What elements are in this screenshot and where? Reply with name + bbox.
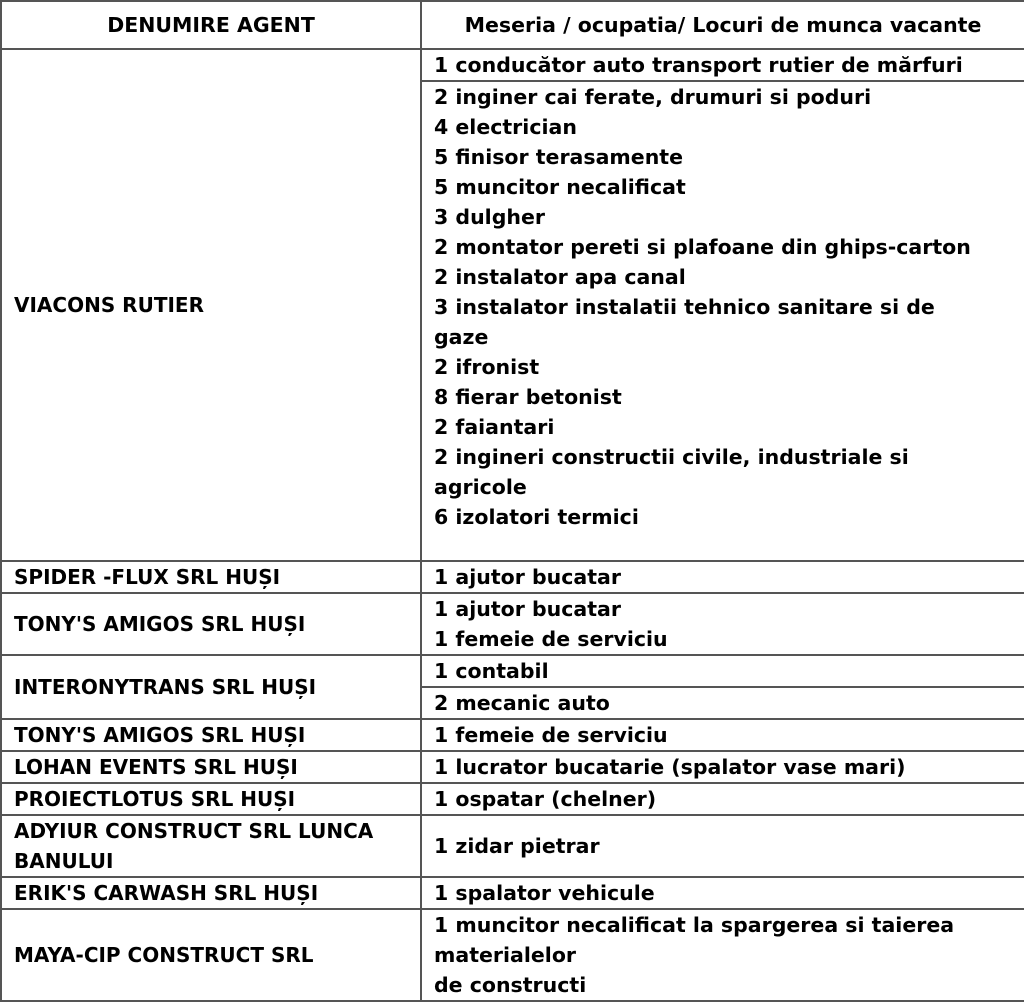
job-cell	[421, 719, 1024, 751]
job-cell	[421, 561, 1024, 593]
agent-name: PROIECTLOTUS SRL HUȘI	[1, 783, 421, 815]
table-row	[1, 719, 1024, 751]
job-line: 2 inginer cai ferate, drumuri si poduri	[434, 85, 872, 109]
job-line: agricole	[434, 475, 527, 499]
job-line: 5 muncitor necalificat	[434, 175, 686, 199]
job-line: 1 ospatar (chelner)	[434, 787, 657, 811]
job-line: 2 ifronist	[434, 355, 540, 379]
table-row	[1, 783, 1024, 815]
job-line: 2 faiantari	[434, 415, 555, 439]
job-cell	[421, 655, 1024, 687]
job-cell	[421, 783, 1024, 815]
agent-name: TONY'S AMIGOS SRL HUȘI	[1, 593, 421, 655]
job-line: 1 conducător auto transport rutier de mărfuri	[434, 53, 963, 77]
agent-name: SPIDER -FLUX SRL HUȘI	[1, 561, 421, 593]
job-line: de constructi	[434, 973, 587, 997]
job-line: 1 ajutor bucatar	[434, 597, 621, 621]
job-line: 1 zidar pietrar	[434, 834, 600, 858]
job-line: 1 ajutor bucatar	[434, 565, 621, 589]
job-line: 5 finisor terasamente	[434, 145, 683, 169]
table-row	[1, 593, 1024, 655]
agent-name: VIACONS RUTIER	[1, 49, 421, 561]
job-line: 6 izolatori termici	[434, 505, 639, 529]
table-row	[1, 877, 1024, 909]
job-cell	[421, 909, 1024, 1001]
job-line: 2 mecanic auto	[434, 691, 610, 715]
job-line: materialelor	[434, 943, 577, 967]
job-line: 2 instalator apa canal	[434, 265, 686, 289]
job-line: 1 femeie de serviciu	[434, 627, 668, 651]
job-line: gaze	[434, 325, 489, 349]
job-line: 4 electrician	[434, 115, 577, 139]
job-cell	[421, 593, 1024, 655]
job-line: 2 montator pereti si plafoane din ghips-carton	[434, 235, 971, 259]
job-line: 1 femeie de serviciu	[434, 723, 668, 747]
table-row	[1, 655, 1024, 687]
table-row	[1, 561, 1024, 593]
header-agent: DENUMIRE AGENT	[1, 1, 421, 49]
job-line: 1 lucrator bucatarie (spalator vase mari)	[434, 755, 906, 779]
job-cell	[421, 81, 1024, 561]
job-cell	[421, 877, 1024, 909]
agent-name: TONY'S AMIGOS SRL HUȘI	[1, 719, 421, 751]
job-line: 1 muncitor necalificat la spargerea si taierea	[434, 913, 955, 937]
table-row	[1, 909, 1024, 1001]
job-cell	[421, 687, 1024, 719]
job-line: 3 dulgher	[434, 205, 545, 229]
job-line: 8 fierar betonist	[434, 385, 622, 409]
agent-name: INTERONYTRANS SRL HUȘI	[1, 655, 421, 719]
job-cell	[421, 49, 1024, 81]
agent-name: LOHAN EVENTS SRL HUȘI	[1, 751, 421, 783]
job-cell	[421, 815, 1024, 877]
job-line: 2 ingineri constructii civile, industriale si	[434, 445, 909, 469]
job-line: 1 spalator vehicule	[434, 881, 655, 905]
agent-name: MAYA-CIP CONSTRUCT SRL	[1, 909, 421, 1001]
job-line: 3 instalator instalatii tehnico sanitare si de	[434, 295, 935, 319]
job-line: 1 contabil	[434, 659, 549, 683]
job-cell	[421, 751, 1024, 783]
table-row	[1, 815, 1024, 877]
agent-name: ERIK'S CARWASH SRL HUȘI	[1, 877, 421, 909]
agent-name: ADYIUR CONSTRUCT SRL LUNCA BANULUI	[1, 815, 421, 877]
table-row	[1, 49, 1024, 81]
table-header-row	[1, 1, 1024, 49]
header-jobs: Meseria / ocupatia/ Locuri de munca vacante	[421, 1, 1024, 49]
table-row	[1, 751, 1024, 783]
